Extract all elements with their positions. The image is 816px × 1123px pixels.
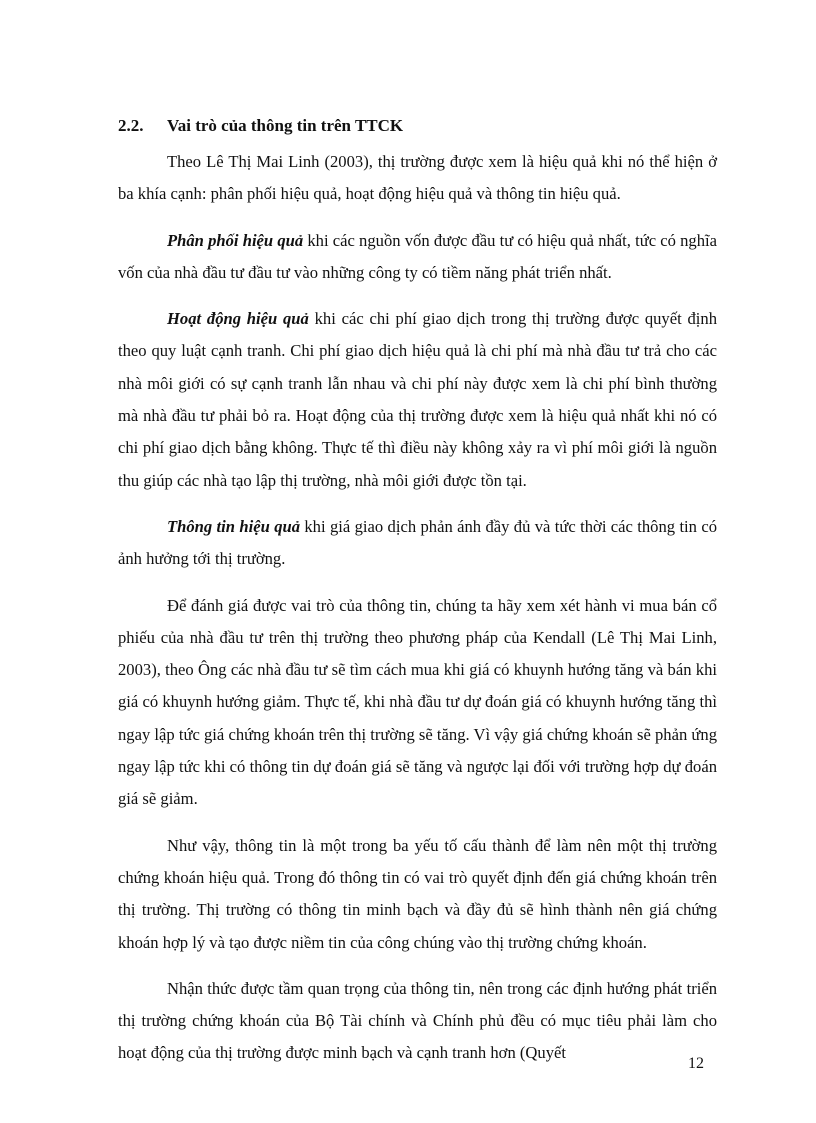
paragraph-text: Để đánh giá được vai trò của thông tin, chúng ta hãy xem xét hành vi mua bán cổ phiếu của nhà đầu tư trên thị trường theo phương pháp của Kendall (Lê Thị Mai Linh, 2003), theo Ông các nhà đầu tư sẽ tìm cách mua khi giá có khuynh hướng tăng và bán khi giá có khuynh hướng giảm. Thực tế, khi nhà đầu tư dự đoán giá có khuynh hướng tăng thì ngay lập tức giá chứng khoán trên thị trường sẽ tăng. Vì vậy giá chứng khoán sẽ phản ứng ngay lập tức khi có thông tin dự đoán giá sẽ tăng và ngược lại đối với trường hợp dự đoán giá sẽ giảm. (118, 595, 717, 809)
paragraph-kendall (118, 590, 717, 816)
paragraph-lead-term: Thông tin hiệu quả (167, 516, 301, 536)
text-block (118, 113, 717, 1084)
paragraph-intro (118, 146, 717, 211)
paragraph-lead-term: Hoạt động hiệu quả (167, 309, 309, 329)
paragraph-allocation-efficiency (118, 225, 717, 290)
section-title: Vai trò của thông tin trên TTCK (167, 116, 404, 135)
paragraph-text: Theo Lê Thị Mai Linh (2003), thị trường được xem là hiệu quả khi nó thể hiện ở ba khía cạnh: phân phối hiệu quả, hoạt động hiệu quả và thông tin hiệu quả. (118, 152, 717, 204)
page-number: 12 (688, 1055, 704, 1072)
section-heading (118, 113, 717, 139)
paragraph-text: Như vậy, thông tin là một trong ba yếu tố cấu thành để làm nên một thị trường chứng khoán hiệu quả. Trong đó thông tin có vai trò quyết định đến giá chứng khoán trên thị trường. Thị trường có thông tin minh bạch và đầy đủ sẽ hình thành nên giá chứng khoán hợp lý và tạo được niềm tin của công chúng vào thị trường chứng khoán. (118, 835, 717, 952)
paragraph-text: khi các nguồn vốn được đầu tư có hiệu quả nhất, tức có nghĩa vốn của nhà đầu tư đầu tư vào những công ty có tiềm năng phát triển nhất. (118, 230, 717, 282)
paragraph-lead-term: Phân phối hiệu quả (167, 230, 304, 250)
paragraph-operational-efficiency (118, 303, 717, 497)
paragraph-text: Nhận thức được tầm quan trọng của thông tin, nên trong các định hướng phát triển thị trường chứng khoán của Bộ Tài chính và Chính phủ đều có mục tiêu phải làm cho hoạt động của thị trường được minh bạch và cạnh tranh hơn (Quyết (118, 978, 717, 1063)
paragraph-text: khi các chi phí giao dịch trong thị trường được quyết định theo quy luật cạnh tranh. Chi phí giao dịch hiệu quả là chi phí mà nhà đầu tư trả cho các nhà môi giới có sự cạnh tranh lẫn nhau và chi phí này được xem là chi phí bình thường mà nhà đầu tư phải bỏ ra. Hoạt động của thị trường được xem là hiệu quả nhất khi nó có chi phí giao dịch bằng không. Thực tế thì điều này không xảy ra vì phí môi giới là nguồn thu giúp các nhà tạo lập thị trường, nhà môi giới được tồn tại. (118, 309, 717, 490)
section-number: 2.2. (118, 116, 144, 135)
paragraph-information-efficiency (118, 511, 717, 576)
paragraph-text: khi giá giao dịch phản ánh đầy đủ và tức thời các thông tin có ảnh hưởng tới thị trường. (118, 516, 717, 569)
paragraph-conclusion (118, 830, 717, 959)
paragraph-policy (118, 973, 717, 1070)
